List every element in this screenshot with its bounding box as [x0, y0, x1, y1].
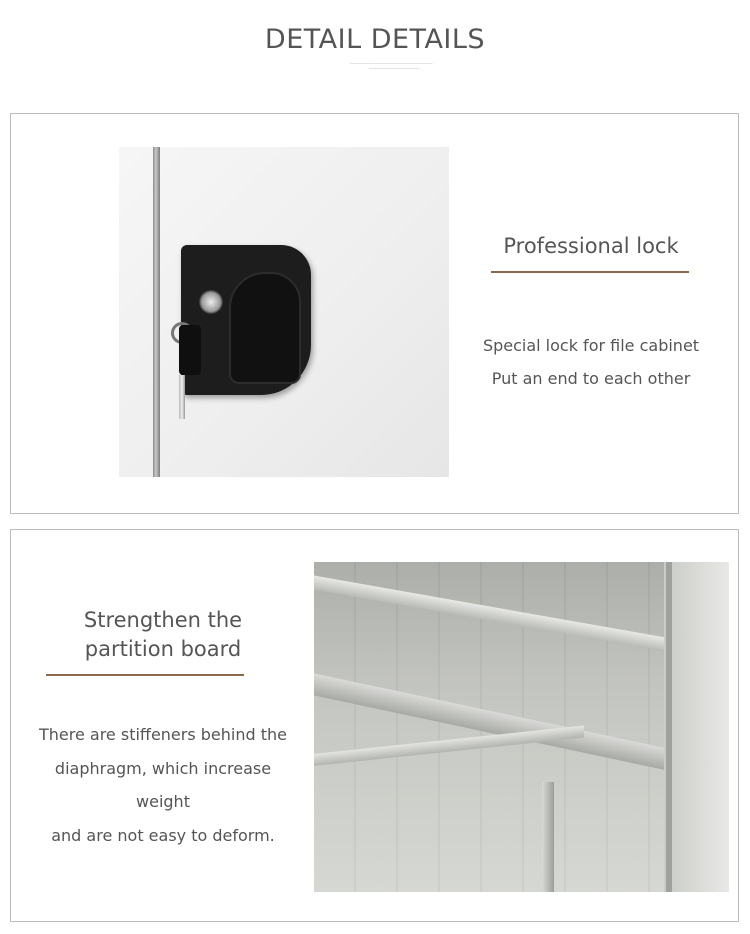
description-line: and are not easy to deform. [51, 825, 275, 845]
title-line: Strengthen the [83, 608, 243, 632]
feature-description [29, 718, 297, 852]
lock-handle [229, 272, 301, 384]
lock-photo [119, 147, 449, 477]
title-underline [491, 271, 689, 273]
lock-cylinder [199, 290, 223, 314]
key-head [179, 325, 201, 375]
cabinet-door-edge [153, 147, 160, 477]
feature-description [471, 329, 711, 395]
cabinet-upright [666, 562, 672, 892]
lock-feature-text [471, 232, 711, 395]
feature-title [29, 606, 297, 664]
cabinet-side-wall [664, 562, 729, 892]
page-title: DETAIL DETAILS [264, 24, 486, 55]
subtitle-decoration: ────────────────────────────────────────────── [349, 62, 433, 66]
subtitle-decoration: ──────────────────────────── [368, 67, 420, 71]
description-line: diaphragm, which increase weight [54, 758, 272, 811]
partition-feature-text [29, 606, 297, 852]
description-line: There are stiffeners behind the [38, 725, 287, 744]
page-header [0, 0, 750, 110]
title-line: partition board [84, 637, 242, 661]
key-blade [179, 375, 185, 419]
description-line: Special lock for file cabinet [482, 336, 700, 355]
feature-title: Professional lock [503, 234, 679, 258]
shelf-photo [314, 562, 729, 892]
title-underline [46, 674, 244, 676]
lock-feature-panel [10, 113, 739, 514]
shelf-support-post [542, 782, 554, 892]
partition-feature-panel [10, 529, 739, 922]
description-line: Put an end to each other [491, 369, 691, 388]
